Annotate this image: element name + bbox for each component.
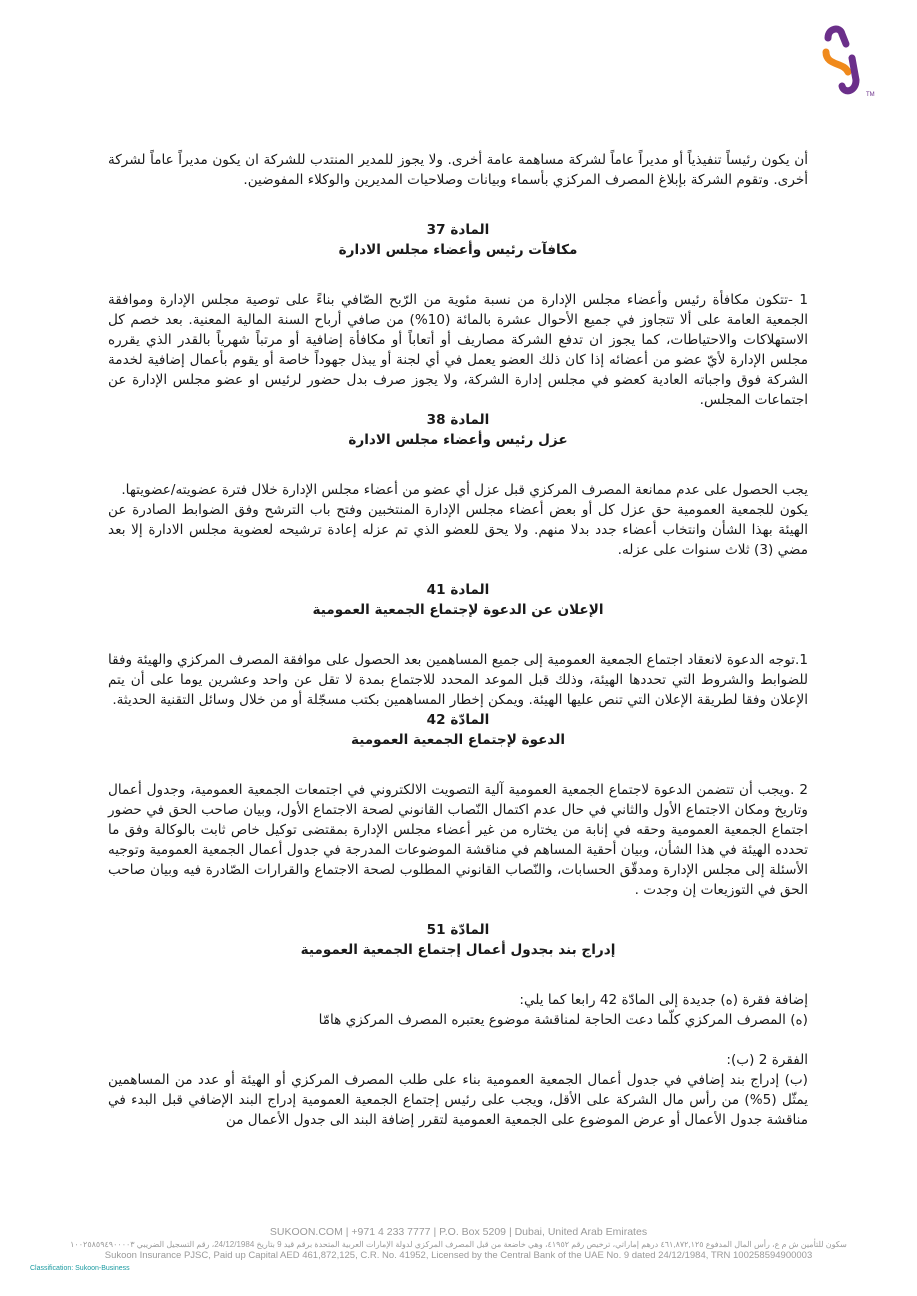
article-number: المادة 37 (426, 222, 490, 238)
article-42-paragraph: 2 .ويجب أن تتضمن الدعوة لاجتماع الجمعية العمومية آلية التصويت الالكتروني في اجتمعات الجمعية العمومية، وجدول أعمال وتاريخ ومكان الاجتماع الأول والثاني في حال عدم اكتمال النّصاب القانوني لصحة الاجتماع الأول، وبيان صاحب الحق في حضور اجتماع الجمعية العمومية وحقه في إنابة من يختاره من غير أعضاء مجلس الإدارة بمقتضى توكيل خاص ثابت بالوكالة وفق ما تحدده الهيئة في هذا الشأن، وبيان أحقية المساهم في مناقشة الموضوعات المدرجة في جدول أعمال الجمعية العمومية وتوجيه الأسئلة إلى مجلس الإدارة ومدقّق الحسابات، والنّصاب القانوني المطلوب لصحة الاجتماع والقرارات الصّادرة فيه وبيان صاحب الحق في التوزيعات إن وجدت . (108, 782, 808, 898)
article-number: المادّة 42 (426, 712, 490, 728)
sukoon-logo (818, 22, 878, 100)
article-title: إدراج بند بجدول أعمال إجتماع الجمعية العمومية (300, 942, 616, 958)
article-41-paragraph: 1.توجه الدعوة لانعقاد اجتماع الجمعية العمومية إلى جميع المساهمين بعد الحصول على موافقة المصرف المركزي والهيئة وفقا للضوابط والشروط التي تحددها الهيئة، وذلك قبل الموعد المحدد للاجتماع بمدة لا تقل عن واحد وعشرين يوما على أن يتم الإعلان وفقا لطريقة الإعلان التي تنص عليها الهيئة. ويمكن إخطار المساهمين بكتب مسجّلة أو من خلال وسائل التقنية الحديثة. (108, 652, 808, 708)
article-number: المادّة 51 (426, 922, 490, 938)
classification-label: Classification: Sukoon-Business (30, 1265, 130, 1272)
page-footer (0, 1226, 917, 1262)
article-37-heading (108, 220, 808, 260)
article-title: الدعوة لإجتماع الجمعية العمومية (350, 732, 566, 748)
article-51-paragraph-3: الفقرة 2 (ب): (726, 1052, 808, 1068)
article-38-paragraph-1: يجب الحصول على عدم ممانعة المصرف المركزي قبل عزل أي عضو من أعضاء مجلس الإدارة خلال فترة عضويته/عضويتها. (121, 482, 808, 498)
article-51-paragraph-2: (ه) المصرف المركزي كلّما دعت الحاجة لمناقشة موضوع يعتبره المصرف المركزي هامّا (318, 1012, 808, 1028)
article-number: المادة 38 (426, 412, 490, 428)
article-number: المادة 41 (426, 582, 490, 598)
footer-english-legal: Sukoon Insurance PJSC, Paid up Capital AED 461,872,125, C.R. No. 41952, Licensed by the Central Bank of the UAE No. 9 dated 24/12/1984, TRN 100258594900003 (104, 1250, 813, 1261)
document-body (108, 150, 808, 1130)
article-title: عزل رئيس وأعضاء مجلس الادارة (348, 432, 568, 448)
trademark-mark: TM (866, 92, 875, 98)
article-51-paragraph-1: إضافة فقرة (ه) جديدة إلى المادّة 42 رابعا كما يلي: (519, 992, 808, 1008)
article-51-paragraph-4: (ب) إدراج بند إضافي في جدول أعمال الجمعية العمومية بناء على طلب المصرف المركزي أو الهيئة أو عدد من المساهمين يمثّل (5%) من رأس مال الشركة على الأقل، ويجب على رئيس إجتماع الجمعية العمومية إدراج البند الإضافي قبل البدء في مناقشة جدول الأعمال أو عرض الموضوع على الجمعية العمومية لتقرر إضافة البند الى جدول الأعمال من (108, 1072, 808, 1128)
article-37-paragraph: 1 -تتكون مكافأة رئيس وأعضاء مجلس الإدارة من نسبة مئوية من الرّبح الصّافي بناءً على توصية مجلس الإدارة وموافقة الجمعية العامة على ألا تتجاوز في جميع الأحوال عشرة بالمائة (10%) من صافي أرباح السنة المالية المعنية. بعد خصم كل الاستهلاكات والاحتياطات، كما يجوز ان تدفع الشركة مصاريف أو أتعاباً أو مكافأة إضافية أو مرتباً شهرياً بالقدر الذي يقرره مجلس الإدارة لأيّ عضو من أعضائه إذا كان ذلك العضو يعمل في أي لجنة أو يبذل جهوداً خاصة أو يقوم بأعمال إضافية لخدمة الشركة فوق واجباته العادية كعضو في مجلس إدارة الشركة، ولا يجوز صرف بدل حضور لرئيس او عضو مجلس الإدارة عن اجتماعات المجلس. (108, 292, 808, 408)
article-38-paragraph-2: يكون للجمعية العمومية حق عزل كل أو بعض أعضاء مجلس الإدارة المنتخبين وفتح باب الترشح وفق الضوابط الصادرة عن الهيئة بهذا الشأن وانتخاب أعضاء جدد بدلا منهم. ولا يحق للعضو الذي تم عزله إعادة ترشيحه لعضوية مجلس الادارة إلا بعد مضي (3) ثلاث سنوات على عزله. (108, 502, 808, 558)
article-51-heading (108, 920, 808, 960)
footer-contact: SUKOON.COM | +971 4 233 7777 | P.O. Box 5209 | Dubai, United Arab Emirates (269, 1226, 648, 1238)
intro-paragraph: أن يكون رئيساً تنفيذياً أو مديراً عاماً لشركة مساهمة عامة أخرى. ولا يجوز للمدير المنتدب للشركة ان يكون مديراً عاماً لشركة أخرى. وتقوم الشركة بإبلاغ المصرف المركزي بأسماء وبيانات وصلاحيات المديرين والوكلاء المفوضين. (108, 152, 808, 188)
article-41-heading (108, 580, 808, 620)
article-title: الإعلان عن الدعوة لإجتماع الجمعية العمومية (312, 602, 604, 618)
article-title: مكافآت رئيس وأعضاء مجلس الادارة (338, 242, 578, 258)
footer-arabic-legal: سكون للتأمين ش م ع، رأس المال المدفوع ٤٦١,٨٧٢,١٢٥ درهم إماراتي، ترخيص رقم ٤١٩٥٢، وهي خاضعة من قبل المصرف المركزي لدولة الإمارات العربية المتحدة برقم قيد 9 بتاريخ 24/12/1984، رقم التسجيل الضريبي ١٠٠٢٥٨٥٩٤٩٠٠٠٠٣ (70, 1240, 847, 1249)
article-42-heading (108, 710, 808, 750)
article-38-heading (108, 410, 808, 450)
